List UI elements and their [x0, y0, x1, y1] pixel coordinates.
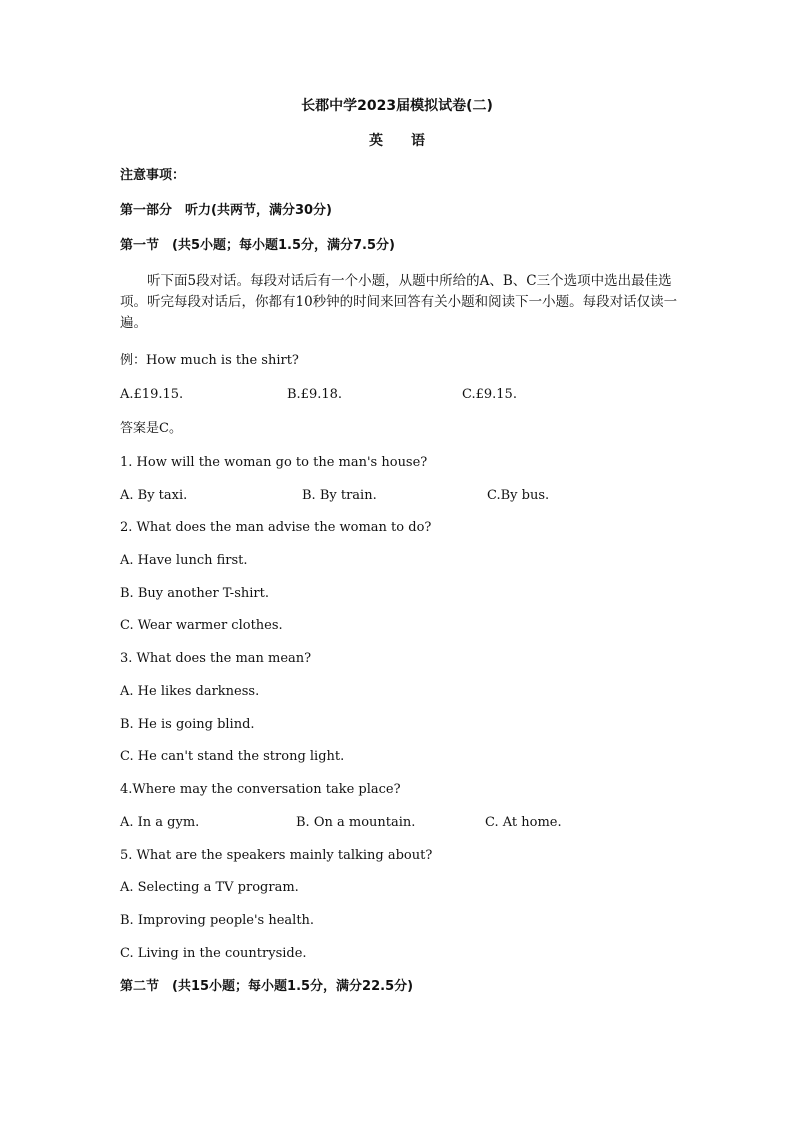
- q1-option-c: C.By bus.: [487, 488, 550, 503]
- exam-title: 长郡中学2023届模拟试卷(二): [301, 98, 493, 114]
- question-3: 3. What does the man mean?: [120, 651, 312, 666]
- q4-option-b: B. On a mountain.: [296, 815, 416, 830]
- example-option-c: C.£9.15.: [462, 387, 517, 402]
- q2-option-a: A. Have lunch first.: [120, 553, 248, 568]
- q4-option-c: C. At home.: [485, 815, 562, 830]
- q3-option-c: C. He can't stand the strong light.: [120, 749, 345, 764]
- q5-option-b: B. Improving people's health.: [120, 913, 315, 928]
- part-one-heading: 第一部分 听力(共两节，满分30分): [120, 203, 332, 218]
- q3-option-a: A. He likes darkness.: [120, 684, 260, 699]
- question-4: 4.Where may the conversation take place?: [120, 782, 401, 797]
- q5-option-a: A. Selecting a TV program.: [120, 880, 299, 895]
- section-one-heading: 第一节 (共5小题；每小题1.5分，满分7.5分): [120, 238, 395, 253]
- q4-option-a: A. In a gym.: [120, 815, 200, 830]
- q5-option-c: C. Living in the countryside.: [120, 946, 307, 961]
- subject-heading: 英 语: [369, 133, 425, 149]
- section-two-heading: 第二节 (共15小题；每小题1.5分，满分22.5分): [120, 979, 414, 994]
- question-1: 1. How will the woman go to the man's house?: [120, 455, 428, 470]
- q2-option-c: C. Wear warmer clothes.: [120, 618, 283, 633]
- example-answer: 答案是C。: [120, 421, 182, 436]
- q1-option-a: A. By taxi.: [120, 488, 188, 503]
- notice-heading: 注意事项：: [120, 168, 186, 183]
- q1-option-b: B. By train.: [302, 488, 377, 503]
- q2-option-b: B. Buy another T-shirt.: [120, 586, 269, 601]
- example-option-a: A.£19.15.: [120, 387, 184, 402]
- example-question: 例：How much is the shirt?: [120, 353, 299, 368]
- question-2: 2. What does the man advise the woman to do?: [120, 520, 432, 535]
- question-5: 5. What are the speakers mainly talking about?: [120, 848, 433, 863]
- instructions-paragraph: 听下面5段对话。每段对话后有一个小题，从题中所给的A、B、C三个选项中选出最佳选项。听完每段对话后，你都有10秒钟的时间来回答有关小题和阅读下一小题。每段对话仅读一遍。: [120, 273, 678, 331]
- example-option-b: B.£9.18.: [287, 387, 343, 402]
- q3-option-b: B. He is going blind.: [120, 717, 255, 732]
